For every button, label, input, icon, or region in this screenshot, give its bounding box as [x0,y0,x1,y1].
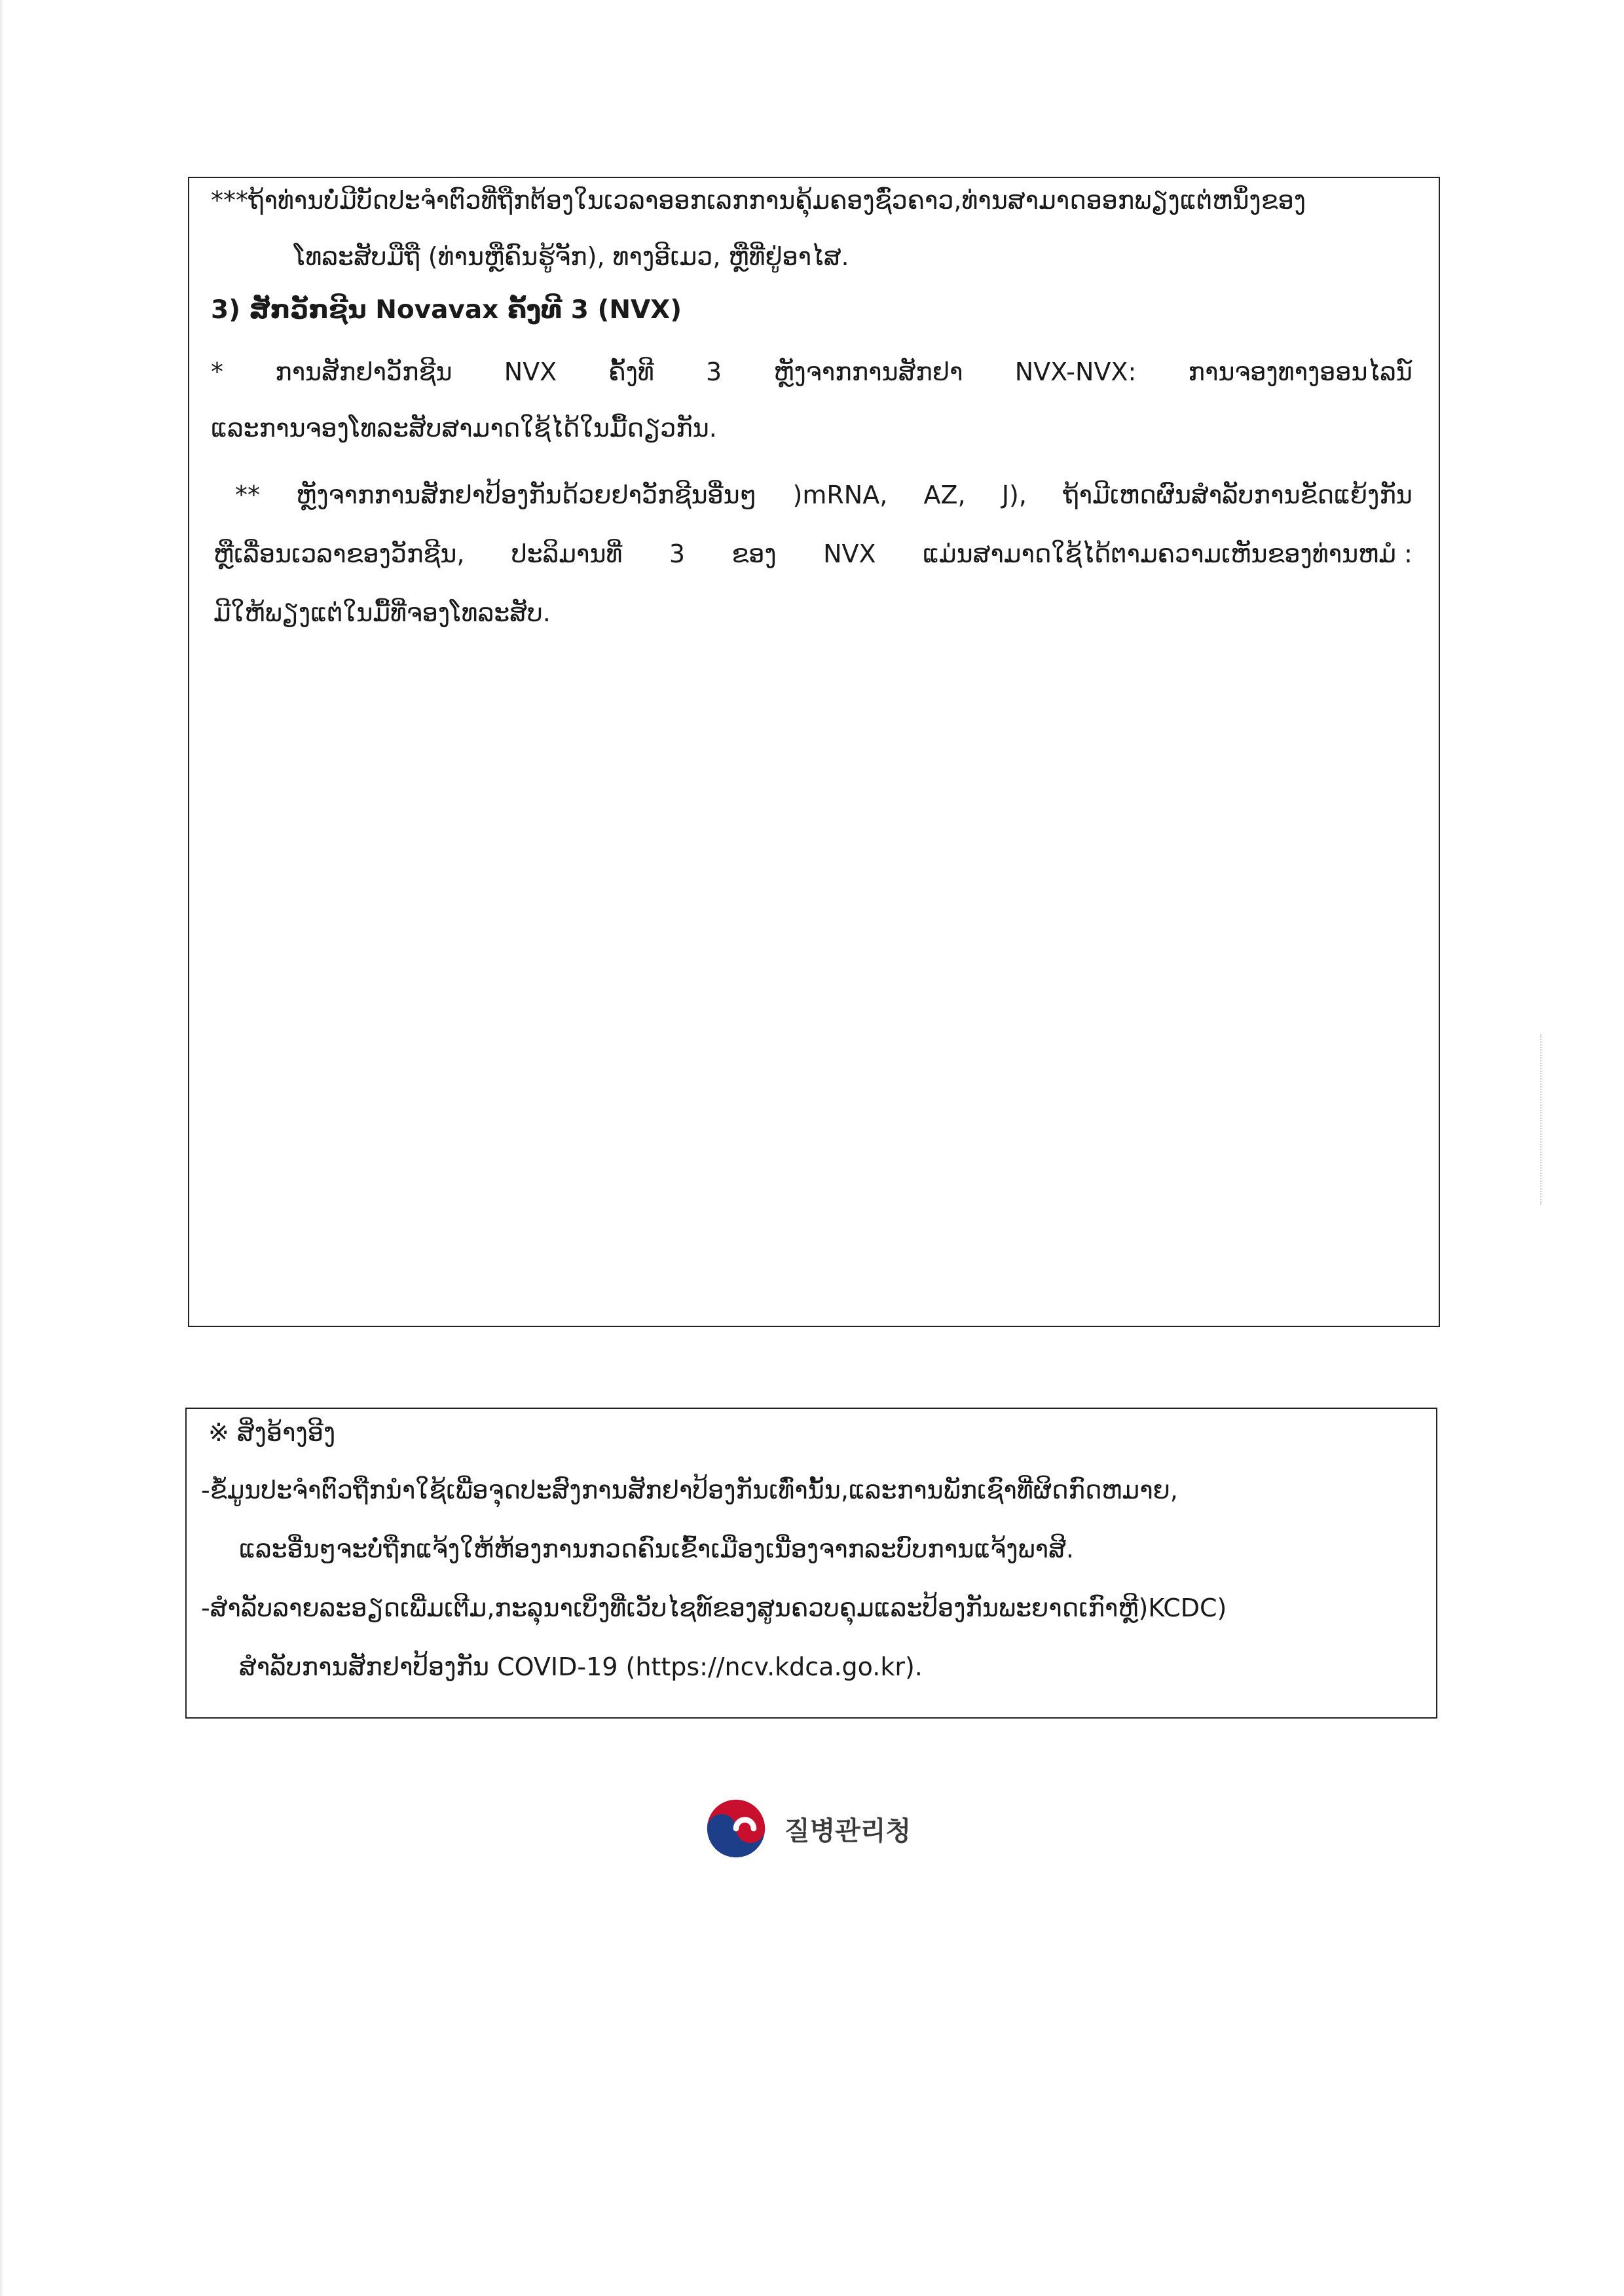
para2-line2 [213,538,1412,570]
para1-word: ຫຼັງຈາກການສັກຢາ [773,357,963,386]
para2-word: ** [235,481,260,509]
para2-word: ຖ້າມີເຫດຜົນສຳລັບການຂັດແຍ້ງກັນ [1063,481,1412,509]
reference-title: ※ ສິ່ງອ້າງອີງ [208,1418,336,1447]
scan-edge [0,0,4,2296]
reference-item-2: -ສຳລັບລາຍລະອຽດເພີ່ມເຕີມ,ກະລຸນາເບິ່ງທີ່ເວັບໄຊທ໌ຂອງສູນຄວບຄຸມແລະປ້ອງກັນພະຍາດເກົາຫຼີ)KCDC) [201,1594,1227,1622]
para2-word: 3 [669,539,685,568]
para2-word: ປະລິມານທີ່ [511,539,623,568]
id-card-note: ***ຖ້າທ່ານບໍ່ມີບັດປະຈຳຕົວທີ່ຖືກຕ້ອງໃນເວລາອອກເລກການຄຸ້ມຄອງຊົ່ວຄາວ,ທ່ານສາມາດອອກພຽງແຕ່ຫນຶ່ງຂອງ [211,186,1306,215]
para2-word: J), [1001,481,1027,509]
para1-word: 3 [706,357,722,386]
reference-box [185,1408,1437,1719]
reference-item-2-cont: ສຳລັບການສັກຢາປ້ອງກັນ COVID-19 (https://ncv.kdca.go.kr). [239,1652,923,1681]
para1-word: ການສັກຢາວັກຊີນ [275,357,452,386]
para2-word: ຫຼືເລື່ອນເວລາຂອງວັກຊີນ, [213,539,465,568]
para1-word: ຄັ້ງທີ [608,357,654,386]
para2-word: ແມ່ນສາມາດໃຊ້ໄດ້ຕາມຄວາມເຫັນຂອງທ່ານຫມໍ : [922,539,1412,568]
reference-item-1: -ຂໍ້ມູນປະຈຳຕົວຖືກນຳໃຊ້ເພື່ອຈຸດປະສົງການສັກຢາປ້ອງກັນເທົ່ານັ້ນ,ແລະການພັກເຊົາທີ່ຜິດກົດຫມາຍ, [201,1476,1178,1504]
reference-item-1-cont: ແລະອື່ນໆຈະບໍ່ຖືກແຈ້ງໃຫ້ຫ້ອງການກວດຄົນເຂົ້າເມືອງເນື່ອງຈາກລະບົບການແຈ້ງພາສີ. [239,1535,1074,1563]
para2-word: AZ, [923,481,966,509]
agency-name: 질병관리청 [784,1815,912,1846]
id-card-note-cont: ໂທລະສັບມືຖື (ທ່ານຫຼືຄົນຮູ້ຈັກ), ທາງອີເມວ, ຫຼືທີ່ຢູ່ອາໄສ. [294,242,849,271]
para1-line2: ແລະການຈອງໂທລະສັບສາມາດໃຊ້ໄດ້ໃນມື້ດຽວກັນ. [211,414,717,443]
section-heading: 3) ສັກວັກຊີນ Novavax ຄັ້ງທີ 3 (NVX) [211,295,682,325]
para2-line1 [235,479,1412,511]
para2-line3: ມີໃຫ້ພຽງແຕ່ໃນມື້ທີ່ຈອງໂທລະສັບ. [213,598,551,627]
para1-word: * [211,357,223,386]
para2-word: NVX [823,539,876,568]
para1-word: ການຈອງທາງອອນໄລນ໌ [1188,357,1412,386]
taegeuk-logo-icon [705,1797,767,1860]
para1-word: NVX [504,357,557,386]
para2-word: )mRNA, [792,481,888,509]
info-box [188,177,1440,1327]
para1-word: NVX-NVX: [1014,357,1137,386]
scan-artifact [1540,1034,1543,1205]
para1-line1 [211,356,1412,388]
para2-word: ຫຼັງຈາກການສັກຢາປ້ອງກັນດ້ວຍຢາວັກຊີນອື່ນໆ [296,481,757,509]
kdca-logo [705,1797,911,1860]
para2-word: ຂອງ [731,539,777,568]
